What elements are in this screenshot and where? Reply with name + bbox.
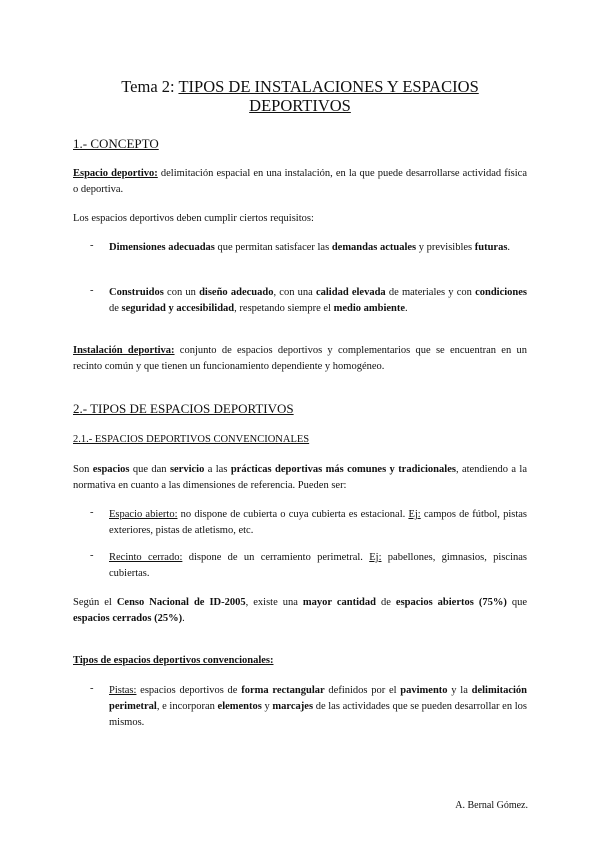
paragraph-censo: [73, 595, 527, 627]
bold-practicas: prácticas deportivas más comunes y tradicionales: [230, 464, 456, 475]
bold-dimensiones: Dimensiones adecuadas: [109, 242, 215, 253]
text: dispone de un cerramiento perimetral.: [182, 552, 370, 563]
bold-marcajes: marcajes: [272, 701, 314, 712]
bullet-marker: -: [90, 507, 94, 518]
subsection-heading-tipos-convencionales: [73, 653, 527, 669]
text: .: [405, 303, 408, 314]
title-line-1: TIPOS DE INSTALACIONES Y ESPACIOS: [178, 77, 479, 96]
bold-pavimento: pavimento: [400, 685, 448, 696]
bold-mayor-cantidad: mayor cantidad: [302, 597, 376, 608]
bold-espacios-cerrados: espacios cerrados (25%): [73, 613, 183, 624]
text: a las: [204, 464, 231, 475]
bold-tipos-heading: Tipos de espacios deportivos convencionales:: [73, 655, 274, 666]
bold-espacios-abiertos: espacios abiertos (75%): [395, 597, 507, 608]
bullet-marker: -: [90, 285, 94, 296]
term-recinto-cerrado: Recinto cerrado:: [109, 552, 183, 563]
text: no dispone de cubierta o cuya cubierta es estacional.: [177, 509, 409, 520]
text: espacios deportivos de: [136, 685, 242, 696]
bold-forma: forma rectangular: [241, 685, 325, 696]
text: .: [507, 242, 511, 253]
bold-servicio: servicio: [169, 464, 205, 475]
paragraph-espacio-deportivo: [73, 166, 527, 198]
bold-construidos: Construidos: [109, 287, 164, 298]
text: , existe una: [245, 597, 303, 608]
text: que dan: [129, 464, 170, 475]
bold-demandas: demandas actuales: [331, 242, 417, 253]
ej-label: Ej:: [369, 552, 382, 563]
bold-espacios: espacios: [92, 464, 130, 475]
page-title: [40, 76, 560, 97]
list-item-espacio-abierto: [109, 507, 527, 539]
bold-medio-ambiente: medio ambiente: [333, 303, 406, 314]
paragraph-convencionales: [73, 462, 527, 494]
subsection-heading-convencionales: 2.1.- ESPACIOS DEPORTIVOS CONVENCIONALES: [73, 434, 310, 445]
text: de: [375, 597, 396, 608]
text: , con una: [273, 287, 316, 298]
text: Según el: [73, 597, 117, 608]
bold-condiciones: condiciones: [475, 287, 528, 298]
text: con un: [163, 287, 200, 298]
text: , e incorporan: [156, 701, 218, 712]
bold-calidad: calidad elevada: [315, 287, 386, 298]
bold-futuras: futuras: [474, 242, 508, 253]
text: y: [261, 701, 273, 712]
bold-elementos: elementos: [217, 701, 262, 712]
text: y previsibles: [416, 242, 475, 253]
term-espacio-abierto: Espacio abierto:: [109, 509, 178, 520]
text: .: [182, 613, 185, 624]
term-instalacion-deportiva: Instalación deportiva:: [73, 345, 175, 356]
text: pabellones, gimnasios, piscinas cubiertas.: [109, 552, 527, 579]
definition-instalacion-deportiva: conjunto de espacios deportivos y complementarios que se encuentran en un recinto común y que tienen un funcionamiento dependiente y homogéneo.: [73, 345, 527, 372]
definition-espacio-deportivo: delimitación espacial en una instalación, en la que puede desarrollarse actividad física o deportiva.: [73, 168, 527, 195]
text: y la: [447, 685, 472, 696]
term-pistas: Pistas:: [109, 685, 137, 696]
term-espacio-deportivo: Espacio deportivo:: [73, 168, 158, 179]
text: , atendiendo a la normativa en cuanto a las dimensiones de referencia. Pueden ser:: [73, 464, 528, 491]
bullet-marker: -: [90, 240, 94, 251]
paragraph-requisitos: Los espacios deportivos deben cumplir ciertos requisitos:: [73, 213, 314, 224]
list-item-recinto-cerrado: [109, 550, 527, 582]
text: de: [109, 303, 122, 314]
ej-label: Ej:: [408, 509, 421, 520]
bold-seguridad: seguridad y accesibilidad: [121, 303, 235, 314]
section-heading-tipos: 2.- TIPOS DE ESPACIOS DEPORTIVOS: [73, 401, 294, 416]
text: campos de fútbol, pistas exteriores, pistas de atletismo, etc.: [109, 509, 528, 536]
bold-censo: Censo Nacional de ID-2005: [116, 597, 246, 608]
title-line-2: DEPORTIVOS: [249, 96, 351, 115]
section-heading-concepto: 1.- CONCEPTO: [73, 136, 159, 151]
list-item-pistas: [109, 683, 527, 731]
text: que: [506, 597, 527, 608]
bullet-marker: -: [90, 550, 94, 561]
text: que permitan satisfacer las: [214, 242, 332, 253]
text: Son: [73, 464, 93, 475]
text: de las actividades que se pueden desarrollar en los mismos.: [109, 701, 527, 728]
title-prefix: Tema 2:: [121, 77, 179, 96]
text: , respetando siempre el: [234, 303, 334, 314]
text: definidos por el: [324, 685, 401, 696]
list-item-construidos: [109, 285, 527, 317]
bold-diseno: diseño adecuado: [199, 287, 274, 298]
paragraph-instalacion-deportiva: [73, 343, 527, 375]
bullet-marker: -: [90, 683, 94, 694]
text: de materiales y con: [385, 287, 476, 298]
bold-delimitacion: delimitación perimetral: [109, 685, 528, 712]
list-item-dimensiones: [109, 240, 527, 256]
footer-author: A. Bernal Gómez.: [455, 800, 528, 811]
page-title-continued: [40, 95, 560, 116]
